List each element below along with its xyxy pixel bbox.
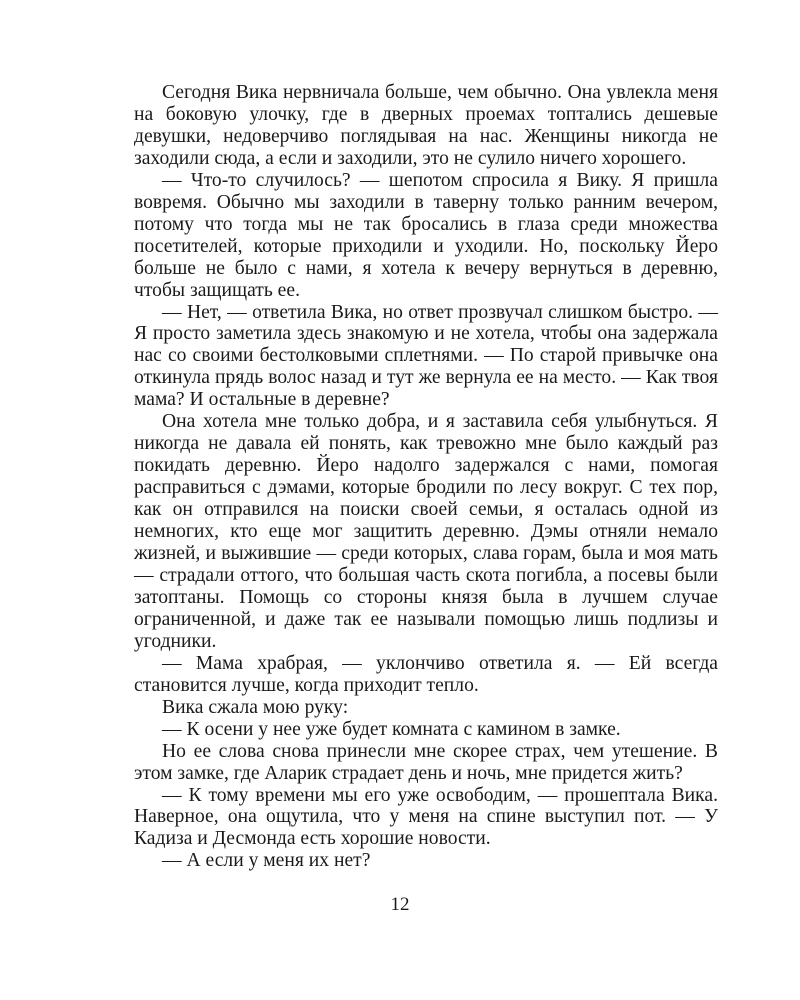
paragraph: — К тому времени мы его уже освободим, — прошептала Вика. Наверное, она ощутила, что у меня на спине выступил пот. — У Кадиза и Десмонда есть хорошие новости. [134, 784, 718, 850]
paragraph: — А если у меня их нет? [162, 850, 371, 872]
paragraph: Но ее слова снова принесли мне скорее страх, чем утешение. В этом замке, где Аларик страдает день и ночь, мне придется жить? [134, 740, 718, 784]
paragraph: — К осени у нее уже будет комната с камином в замке. [162, 718, 621, 740]
paragraph: — Нет, — ответила Вика, но ответ прозвучал слишком быстро. — Я просто заметила здесь знакомую и не хотела, чтобы она задержала нас со своими бестолковыми сплетнями. — По старой привычке она откинула прядь волос назад и тут же вернула ее на место. — Как твоя мама? И остальные в деревне? [134, 301, 718, 411]
page-number: 12 [390, 894, 410, 915]
book-page-body [134, 82, 718, 872]
paragraph: Вика сжала мою руку: [162, 696, 349, 718]
paragraph: Она хотела мне только добра, и я заставила себя улыбнуться. Я никогда не давала ей понять, как тревожно мне было каждый раз покидать деревню. Йеро надолго задержался с нами, помогая расправиться с дэмами, которые бродили по лесу вокруг. С тех пор, как он отправился на поиски своей семьи, я осталась одной из немногих, кто еще мог защитить деревню. Дэмы отняли немало жизней, и выжившие — среди которых, слава горам, была и моя мать — страдали оттого, что большая часть скота погибла, а посевы были затоптаны. Помощь со стороны князя была в лучшем случае ограниченной, и даже так ее называли помощью лишь подлизы и угодники. [134, 411, 718, 652]
paragraph: Сегодня Вика нервничала больше, чем обычно. Она увлекла меня на боковую улочку, где в дверных проемах топтались дешевые девушки, недоверчиво поглядывая на нас. Женщины никогда не заходили сюда, а если и заходили, это не сулило ничего хорошего. [134, 82, 718, 169]
paragraph: — Мама храбрая, — уклончиво ответила я. — Ей всегда становится лучше, когда приходит тепло. [134, 652, 718, 696]
paragraph: — Что-то случилось? — шепотом спросила я Вику. Я пришла вовремя. Обычно мы заходили в таверну только ранним вечером, потому что тогда мы не так бросались в глаза среди множества посетителей, которые приходили и уходили. Но, поскольку Йеро больше не было с нами, я хотела к вечеру вернуться в деревню, чтобы защищать ее. [134, 169, 718, 301]
